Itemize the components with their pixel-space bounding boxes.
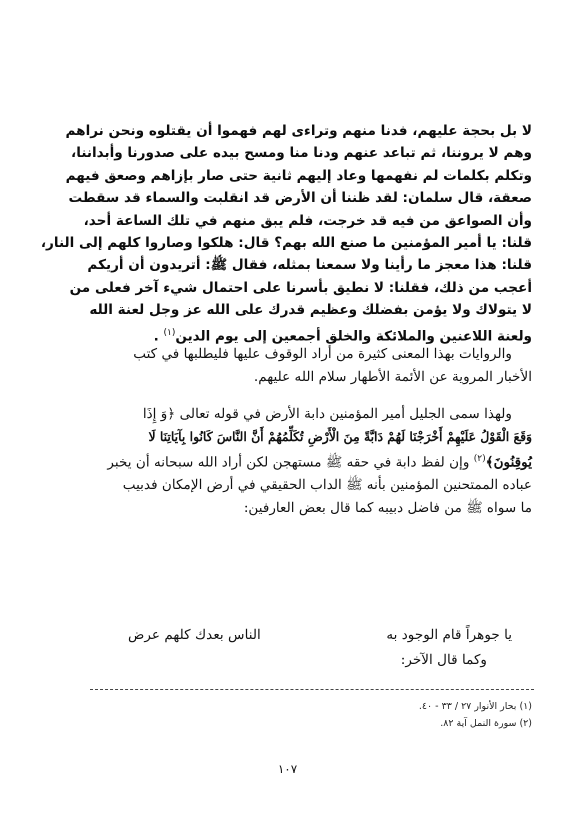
text-segment: وإن لفظ دابة في حقه ﷺ مستهجن لكن أراد الله سبحانه أن يخبر (107, 454, 474, 471)
poem-verse (108, 627, 532, 649)
footnotes (92, 698, 532, 732)
text-line-mixed (108, 448, 532, 474)
footnote-ref-2: (٢) (473, 454, 486, 464)
footnote-2: (٢) سورة النمل آية ٨٢. (440, 718, 532, 729)
quran-verse-line: وَقَعَ الْقَوْلُ عَلَيْهِمْ أَخْرَجْنَا لَهُمْ دَابَّةً مِنَ الْأَرْضِ تُكَلِّمُهُمْ أَنَّ النَّاسَ كَانُوا بِآيَاتِنَا لَا (148, 428, 532, 444)
text-line: لا يتولاك ولا يؤمن بفضلك وعظيم قدرك على الله عز وجل لعنة الله (89, 302, 532, 319)
text-line: قلنا: يا أمير المؤمنين ما صنع الله بهم؟ قال: هلكوا وصاروا كلهم إلى النار، (40, 235, 532, 252)
bold-hadith-paragraph (40, 120, 532, 348)
closing-mark: . (153, 328, 159, 345)
text-line: صعقة، قال سلمان: لقد ظننا أن الأرض قد انقلبت والسماء قد سقطت (68, 190, 532, 207)
text-segment: ولعنة اللاعنين والملائكة والخلق أجمعين إلى يوم الدين (175, 328, 532, 345)
page-number: ١٠٧ (277, 762, 298, 776)
dabbat-al-ard-paragraph (108, 403, 532, 519)
text-line: وأن الصواعق من فيه قد خرجت، فلم يبق منهم في تلك الساعة أحد، (83, 212, 532, 229)
poem-hemistich-left: الناس بعدك كلهم عرض (128, 627, 261, 643)
footnote-separator (90, 689, 534, 690)
footnote-1: (١) بحار الأنوار ٢٧ / ٣٣ - ٤٠. (418, 701, 532, 712)
text-line: الأخبار المروية عن الأئمة الأطهار سلام الله عليهم. (253, 368, 532, 385)
text-line: ولهذا سمى الجليل أمير المؤمنين دابة الأرض في قوله تعالى ﴿وَ إِذَا (142, 406, 512, 422)
poem-intro-line: وكما قال الآخر: (400, 652, 487, 668)
text-line: قلنا: هذا معجز ما رأينا ولا سمعنا بمثله، فقال ﷺ: أتريدون أن أريكم (87, 257, 532, 274)
text-line: وتكلم بكلمات لم نفهمها وعاد إليهم ثانية حتى صار بإزاهم وصعق فيهم (65, 167, 532, 184)
text-line: أعجب من ذلك، فقلنا: لا نطيق بأسرنا على احتمال شيء آخر فعلى من (69, 279, 532, 296)
text-line: والروايات بهذا المعنى كثيرة من أراد الوقوف عليها فليطلبها في كتب (133, 346, 512, 362)
text-line: لا بل بحجة عليهم، فدنا منهم وتراءى لهم فهموا أن يقتلوه ونحن نراهم (65, 123, 532, 139)
text-line: وهم لا يروننا، ثم تباعد عنهم ودنا منا ومسح بيده على صدورنا وأبداننا، (71, 145, 532, 162)
poem-hemistich-right: يا جوهراً قام الوجود به (386, 627, 512, 643)
footnote-ref-1: (١) (163, 327, 176, 338)
text-line: ما سواه ﷺ من فاضل دبيبه كما قال بعض العارفين: (243, 499, 532, 516)
text-line: عباده الممتحنين المؤمنين بأنه ﷺ الداب الحقيقي في أرض الإمكان فدبيب (122, 477, 532, 494)
narrations-paragraph (108, 343, 532, 388)
quran-verse-end: يُوقِنُونَ﴾ (485, 454, 532, 471)
